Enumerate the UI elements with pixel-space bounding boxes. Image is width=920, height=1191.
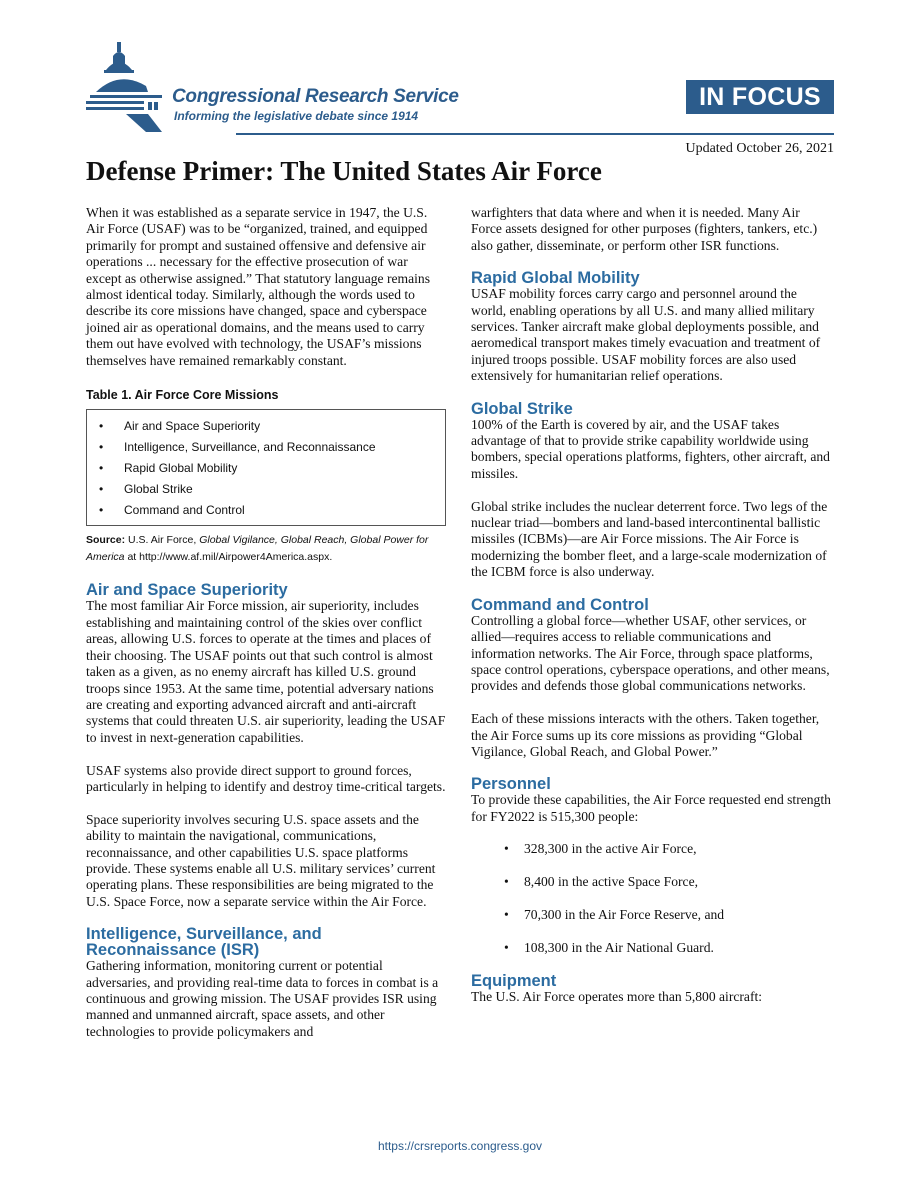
source-url[interactable]: at http://www.af.mil/Airpower4America.aspx. (127, 551, 333, 564)
paragraph: To provide these capabilities, the Air Force requested end strength for FY2022 is 515,300 people: (471, 792, 831, 824)
paragraph: Each of these missions interacts with the others. Taken together, the Air Force sums up its core missions as providing “Global Vigilance, Global Reach, and Global Power.” (471, 711, 820, 759)
list-item: • 8,400 in the active Space Force, (471, 874, 833, 890)
paragraph: USAF mobility forces carry cargo and personnel around the world, enabling operations by all U.S. and many allied military services. Tanker aircraft make global deployments possible, and aeromedical transport makes timely evacuation and treatment of injured troops possible. USAF mobility forces are also used extensively for humanitarian relief operations. (471, 286, 821, 384)
org-tagline: Informing the legislative debate since 1914 (174, 109, 419, 123)
org-name: Congressional Research Service (172, 86, 459, 107)
table-item: • Air and Space Superiority (87, 416, 445, 437)
paragraph: The U.S. Air Force operates more than 5,800 aircraft: (471, 989, 763, 1005)
page-title: Defense Primer: The United States Air Force (86, 156, 602, 186)
list-item: • 70,300 in the Air Force Reserve, and (471, 907, 833, 923)
table-item: • Global Strike (87, 479, 445, 500)
paragraph: USAF systems also provide direct support to ground forces, particularly in helping to identify and destroy time-critical targets. (86, 762, 446, 794)
left-column (86, 205, 446, 1040)
table-source (86, 532, 446, 566)
right-column (471, 205, 833, 1006)
heading-rapid-global-mobility: Rapid Global Mobility (471, 269, 640, 288)
paragraph: Space superiority involves securing U.S. space assets and the ability to maintain the navigational, communications, reconnaissance, and other capabilities U.S. space platforms provide. These systems enable all U.S. military services’ current operating plans. These responsibilities are being migrated to the U.S. Space Force, now a separate service within the Air Force. (86, 811, 436, 909)
list-item: • 328,300 in the active Air Force, (471, 841, 833, 857)
heading-air-space-superiority: Air and Space Superiority (86, 581, 288, 600)
source-org: U.S. Air Force, (128, 534, 197, 547)
core-missions-table (86, 409, 446, 526)
paragraph: Gathering information, monitoring current or potential adversaries, and providing real-time data to forces in combat is a continuous and growing mission. The USAF provides ISR using manned and unmanned aircraft, space assets, and other technologies to provide policymakers and (86, 958, 439, 1039)
footer-link[interactable]: https://crsreports.congress.gov (377, 1139, 543, 1153)
paragraph: Controlling a global force—whether USAF, other services, or allied—requires access to reliable communications and information networks. The Air Force, through space platforms, space control operations, cyberspace operations, and other means, provides and defends those global communications networks. (471, 612, 830, 694)
paragraph: 100% of the Earth is covered by air, and the USAF takes advantage of that to provide strike capability worldwide using bombers, special operations platforms, fighters, other aircraft, and missiles. (471, 416, 830, 481)
paragraph: warfighters that data where and when it is needed. Many Air Force assets designed for other purposes (fighters, tankers, etc.) also gather, disseminate, or perform other ISR functions. (471, 205, 818, 253)
masthead (86, 40, 834, 140)
intro-paragraph: When it was established as a separate service in 1947, the U.S. Air Force (USAF) was to be “organized, trained, and equipped primarily for prompt and sustained offensive and defensive air operations ... necessary for the effective prosecution of war except as otherwise assigned.” That statutory language remains almost identical today. Similarly, although the words used to describe its core missions have changed, space and cyberspace joined air as operational domains, and the means used to carry them out have evolved with technology, the USAF’s missions themselves have remained remarkably constant. (86, 205, 431, 368)
header-rule (236, 133, 834, 135)
list-item: • 108,300 in the Air National Guard. (471, 940, 833, 956)
capitol-dome-logo (86, 40, 166, 132)
source-title: Global Vigilance, Global Reach, Global Power for America (86, 534, 429, 564)
updated-date: Updated October 26, 2021 (685, 141, 834, 156)
in-focus-badge: IN FOCUS (686, 80, 834, 114)
table-item: • Rapid Global Mobility (87, 458, 445, 479)
paragraph: The most familiar Air Force mission, air superiority, includes establishing and maintaining control of the skies over conflict areas, allowing U.S. forces to operate at the times and places of their choosing. The USAF points out that such control is almost taken as a given, as no enemy aircraft has killed U.S. ground troops since 1953. At the same time, potential adversary nations are creating and exporting advanced aircraft and anti-aircraft systems that could threaten U.S. air superiority, leading the USAF to invest in next-generation capabilities. (86, 598, 446, 745)
personnel-list (471, 841, 833, 956)
heading-equipment: Equipment (471, 972, 557, 991)
heading-global-strike: Global Strike (471, 399, 573, 418)
paragraph: Global strike includes the nuclear deterrent force. Two legs of the nuclear triad—bombers and land-based intercontinental ballistic missiles (ICBMs)—are Air Force missions. The Air Force is modernizing the bomber fleet, and a large-scale modernization of the ICBM force is also underway. (471, 498, 828, 580)
heading-isr: Intelligence, Surveillance, and Reconnaissance (ISR) (86, 925, 322, 960)
table-item: • Command and Control (87, 500, 445, 521)
heading-command-and-control: Command and Control (471, 595, 649, 614)
heading-personnel: Personnel (471, 775, 551, 794)
table-item: • Intelligence, Surveillance, and Reconnaissance (87, 437, 445, 458)
source-label: Source: (86, 534, 126, 547)
table-caption: Table 1. Air Force Core Missions (86, 388, 279, 403)
